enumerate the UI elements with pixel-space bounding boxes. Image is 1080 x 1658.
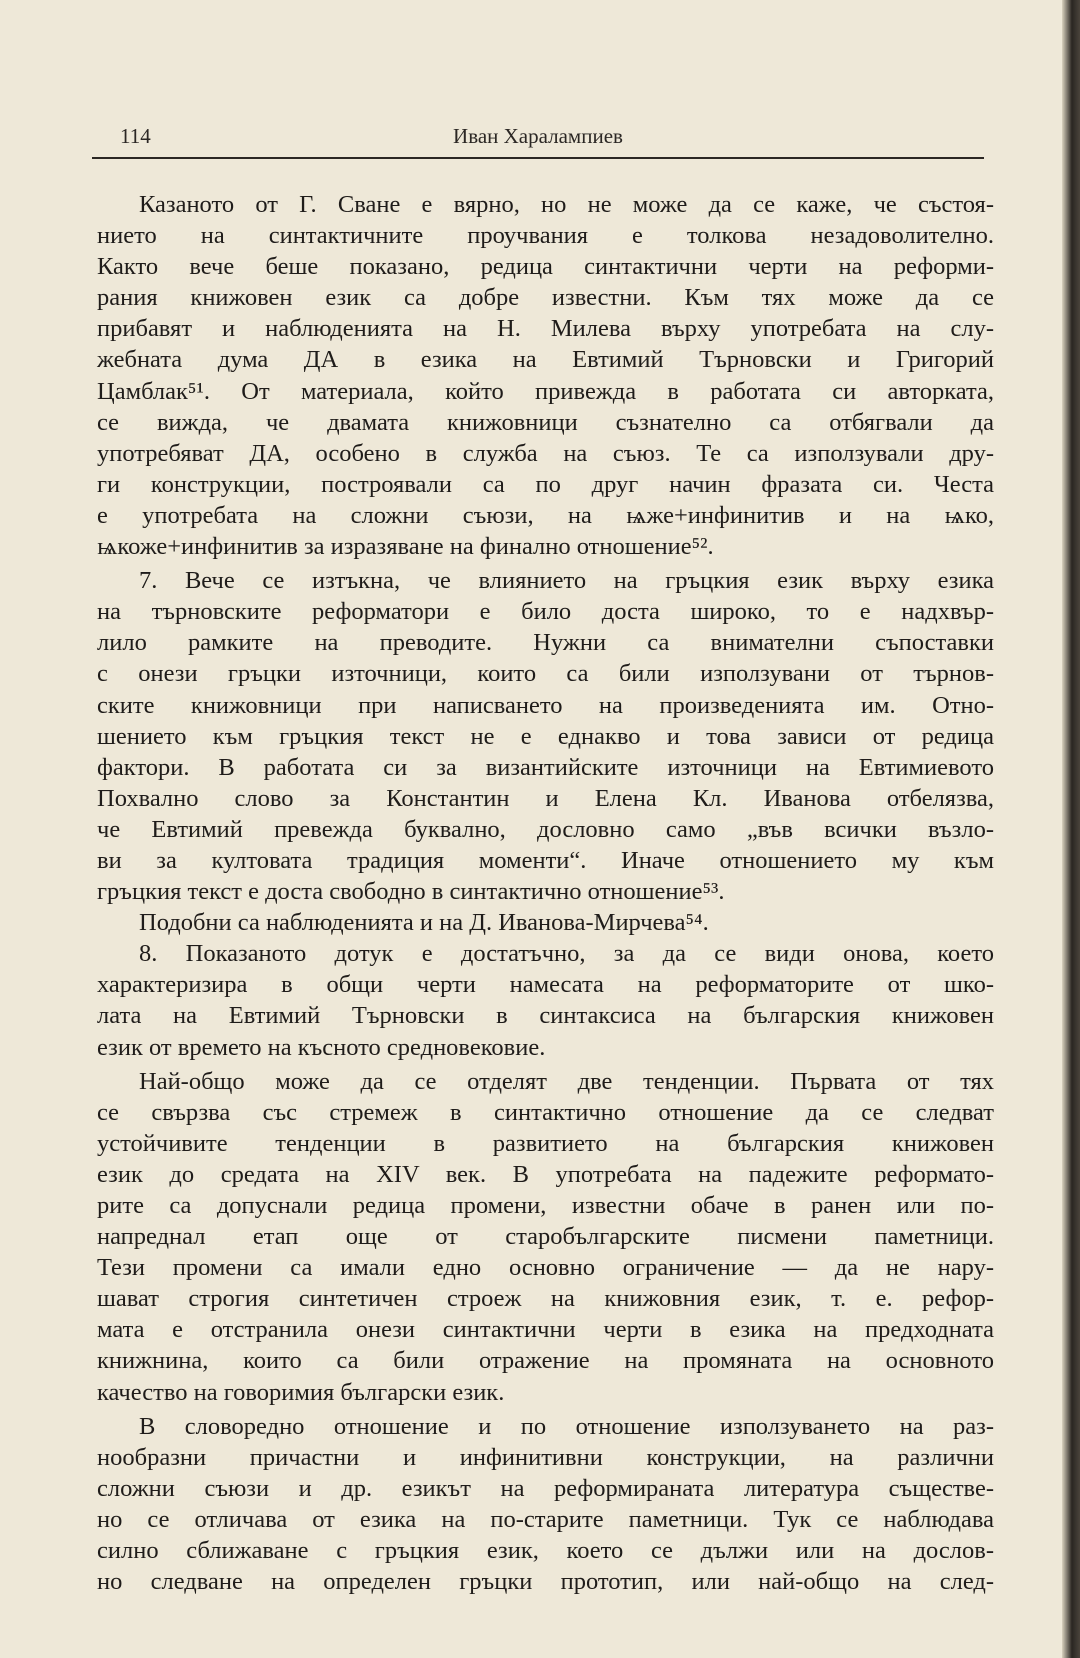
text-line: В словоредно отношение и по отношение използуването на раз- — [139, 1412, 994, 1440]
paragraph-2 — [97, 565, 994, 907]
text-line: е употребата на сложни съюзи, на ѩже+инфинитив и на ѩко, — [97, 501, 994, 529]
text-line: ви за култовата традиция моменти“. Иначе отношението му към — [97, 846, 994, 874]
paragraph-1 — [97, 189, 994, 562]
text-line: с онези гръцки източници, които са били използувани от търнов- — [97, 660, 994, 688]
text-line: прибавят и наблюденията на Н. Милева върху употребата на слу- — [97, 315, 994, 343]
text-line: нообразни причастни и инфинитивни конструкции, на различни — [97, 1443, 994, 1471]
paragraph-4 — [97, 938, 994, 1062]
text-line: шението към гръцкия текст не е еднакво и това зависи от редица — [97, 722, 994, 750]
text-line: език от времето на късното средновековие. — [97, 1033, 546, 1061]
text-line: гръцкия текст е доста свободно в синтактично отношение⁵³. — [97, 878, 725, 906]
text-line: език до средата на XIV век. В употребата на падежите реформато- — [97, 1160, 994, 1188]
text-line: на търновските реформатори е било доста широко, то е надхвър- — [97, 598, 994, 626]
text-line: но следване на определен гръцки прототип, или най-общо на след- — [97, 1568, 994, 1596]
body-text — [97, 189, 994, 1597]
text-line: лило рамките на преводите. Нужни са внимателни съпоставки — [97, 629, 994, 657]
text-line: лата на Евтимий Търновски в синтаксиса на българския книжовен — [97, 1002, 994, 1030]
paragraph-5 — [97, 1066, 994, 1408]
page-number: 114 — [120, 124, 151, 148]
text-line: качество на говоримия български език. — [97, 1378, 505, 1406]
text-line: рите са допуснали редица промени, известни обаче в ранен или по- — [97, 1192, 994, 1219]
text-line: 8. Показаното дотук е достатъчно, за да се види онова, което — [139, 940, 994, 968]
text-line: Похвално слово за Константин и Елена Кл. Иванова отбелязва, — [97, 784, 994, 812]
text-line: 7. Вече се изтъкна, че влиянието на гръцкия език върху езика — [139, 567, 994, 595]
text-line: напреднал етап още от старобългарските писмени паметници. — [97, 1223, 994, 1251]
text-line: се вижда, че двамата книжовници съзнателно са отбягвали да — [97, 408, 994, 436]
text-line: Цамблак⁵¹. От материала, който привежда в работата си авторката, — [97, 377, 994, 405]
text-line: употребяват ДА, особено в служба на съюз. Те са използували дру- — [97, 439, 994, 467]
text-line: ските книжовници при написването на произведенията им. Отно- — [97, 691, 994, 719]
text-line: книжнина, които са били отражение на промяната на основното — [97, 1347, 994, 1375]
text-line: Казаното от Г. Сване е вярно, но не може да се каже, че състоя- — [139, 191, 994, 218]
text-line: устойчивите тенденции в развитието на българския книжовен — [97, 1129, 994, 1157]
text-line: характеризира в общи черти намесата на реформаторите от шко- — [97, 971, 994, 999]
text-line: рания книжовен език са добре известни. Към тях може да се — [97, 284, 994, 312]
text-line: силно сближаване с гръцкия език, което се дължи или на дослов- — [97, 1537, 994, 1565]
text-line: жебната дума ДА в езика на Евтимий Търновски и Григорий — [97, 346, 994, 374]
text-line: сложни съюзи и др. езикът на реформираната литература същeстве- — [97, 1474, 994, 1502]
text-line: че Евтимий превежда буквално, дословно само „във всички възло- — [97, 815, 994, 843]
paragraph-3 — [97, 907, 994, 938]
running-title: Иван Харалампиев — [453, 124, 623, 148]
text-line: нието на синтактичните проучвания е толкова незадоволително. — [97, 222, 994, 250]
header-rule — [92, 157, 984, 159]
running-head — [92, 120, 984, 154]
text-line: мата е отстранила онези синтактични черти в езика на предходната — [97, 1316, 994, 1344]
text-line: но се отличава от езика на по-старите паметници. Тук се наблюдава — [97, 1505, 994, 1533]
text-line: се свързва със стремеж в синтактично отношение да се следват — [97, 1098, 994, 1126]
text-line: Както вече беше показано, редица синтактични черти на реформи- — [97, 253, 994, 281]
text-line: фактори. В работата си за византийските източници на Евтимиевото — [97, 753, 994, 781]
text-line: ѩкоже+инфинитив за изразяване на финално отношение⁵². — [97, 533, 714, 561]
text-line: ги конструкции, построявали са по друг начин фразата си. Честа — [97, 470, 994, 498]
text-line: шават строгия синтетичен строеж на книжовния език, т. е. рефор- — [97, 1285, 994, 1313]
text-line: Най-общо може да се отделят две тенденции. Първата от тях — [139, 1067, 994, 1095]
book-spine-edge — [1062, 0, 1080, 1658]
text-line: Тези промени са имали едно основно ограничение — да не нару- — [97, 1254, 994, 1282]
text-line: Подобни са наблюденията и на Д. Иванова-Мирчева⁵⁴. — [139, 909, 709, 937]
paragraph-6 — [97, 1411, 994, 1598]
